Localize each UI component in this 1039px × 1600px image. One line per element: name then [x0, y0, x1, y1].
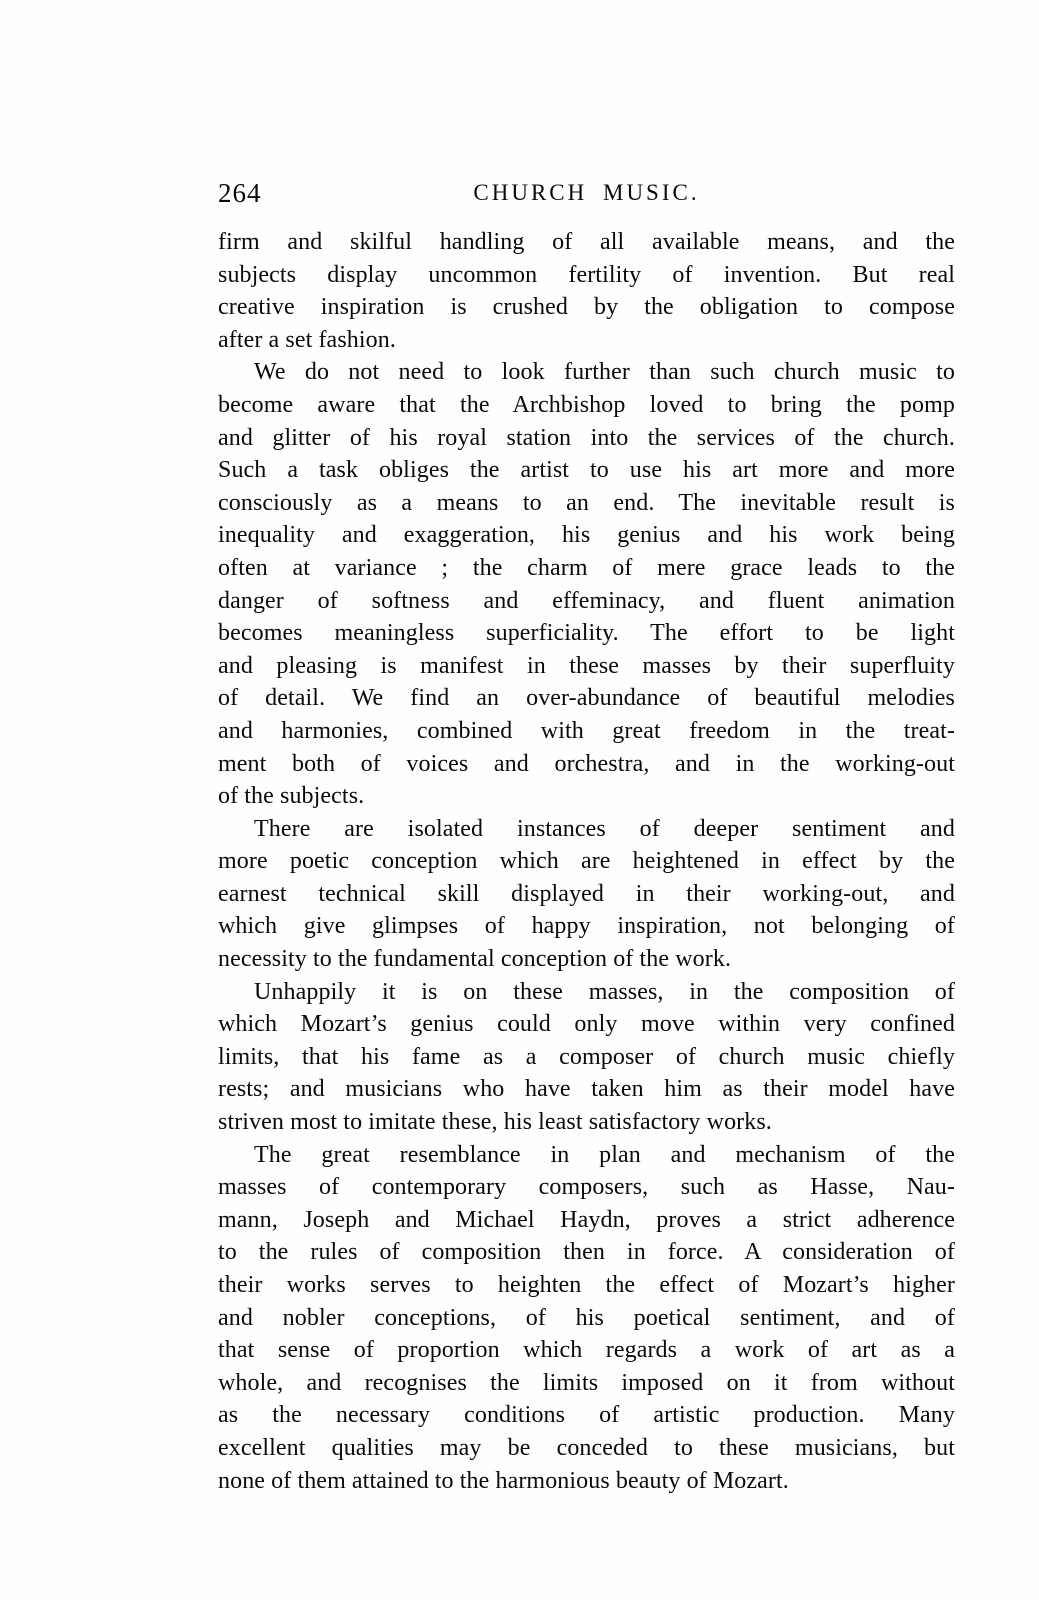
text-line: The great resemblance in plan and mechanism of the [254, 1141, 955, 1168]
text-line: none of them attained to the harmonious beauty of Mozart. [218, 1467, 789, 1494]
text-line: rests; and musicians who have taken him as their model have [218, 1076, 955, 1103]
text-line: and nobler conceptions, of his poetical sentiment, and of [218, 1304, 955, 1331]
text-line: which Mozart’s genius could only move within very confined [218, 1011, 955, 1038]
text-line: that sense of proportion which regards a work of art as a [218, 1337, 955, 1364]
text-line: danger of softness and effeminacy, and fluent animation [218, 587, 955, 614]
text-line: and harmonies, combined with great freedom in the treat- [218, 717, 955, 744]
text-line: excellent qualities may be conceded to these musicians, but [218, 1434, 955, 1461]
text-line: We do not need to look further than such church music to [254, 359, 955, 386]
text-line: become aware that the Archbishop loved to bring the pomp [218, 391, 955, 418]
text-line: inequality and exaggeration, his genius and his work being [218, 522, 955, 549]
text-line: to the rules of composition then in force. A consideration of [218, 1239, 955, 1266]
paragraph [218, 1139, 955, 1498]
text-line: after a set fashion. [218, 326, 396, 353]
text-line: creative inspiration is crushed by the obligation to compose [218, 294, 955, 321]
text-line: Unhappily it is on these masses, in the composition of [254, 978, 955, 1005]
text-line: more poetic conception which are heightened in effect by the [218, 848, 955, 875]
text-line: of detail. We find an over-abundance of beautiful melodies [218, 685, 955, 712]
text-line: consciously as a means to an end. The inevitable result is [218, 489, 955, 516]
text-line: and pleasing is manifest in these masses by their superfluity [218, 652, 955, 679]
text-line: subjects display uncommon fertility of invention. But real [218, 261, 955, 288]
paragraph [218, 226, 955, 356]
text-line: their works serves to heighten the effect of Mozart’s higher [218, 1272, 955, 1298]
paragraph [218, 356, 955, 812]
text-line: necessity to the fundamental conception of the work. [218, 946, 732, 973]
paragraph [218, 813, 955, 976]
text-line: earnest technical skill displayed in their working-out, and [218, 880, 955, 907]
text-line: Such a task obliges the artist to use his art more and more [218, 457, 955, 484]
text-line: limits, that his fame as a composer of church music chiefly [218, 1043, 955, 1070]
text-line: whole, and recognises the limits imposed on it from without [218, 1369, 955, 1396]
running-head-title: CHURCH MUSIC. [473, 180, 700, 205]
text-line: There are isolated instances of deeper sentiment and [254, 815, 955, 842]
page-number: 264 [218, 178, 262, 208]
text-line: masses of contemporary composers, such as Hasse, Nau- [218, 1174, 955, 1201]
text-line: which give glimpses of happy inspiration, not belonging of [218, 913, 955, 940]
text-line: often at variance ; the charm of mere grace leads to the [218, 554, 955, 581]
text-line: ment both of voices and orchestra, and in the working-out [218, 750, 955, 777]
running-header [218, 176, 955, 210]
text-line: of the subjects. [218, 783, 365, 810]
text-line: and glitter of his royal station into the services of the church. [218, 424, 955, 451]
text-line: mann, Joseph and Michael Haydn, proves a strict adherence [218, 1206, 955, 1233]
text-line: firm and skilful handling of all available means, and the [218, 229, 955, 255]
body-text [218, 226, 955, 1497]
text-line: striven most to imitate these, his least satisfactory works. [218, 1109, 772, 1136]
paragraph [218, 976, 955, 1139]
text-line: becomes meaningless superficiality. The effort to be light [218, 620, 955, 647]
text-line: as the necessary conditions of artistic production. Many [218, 1402, 955, 1429]
